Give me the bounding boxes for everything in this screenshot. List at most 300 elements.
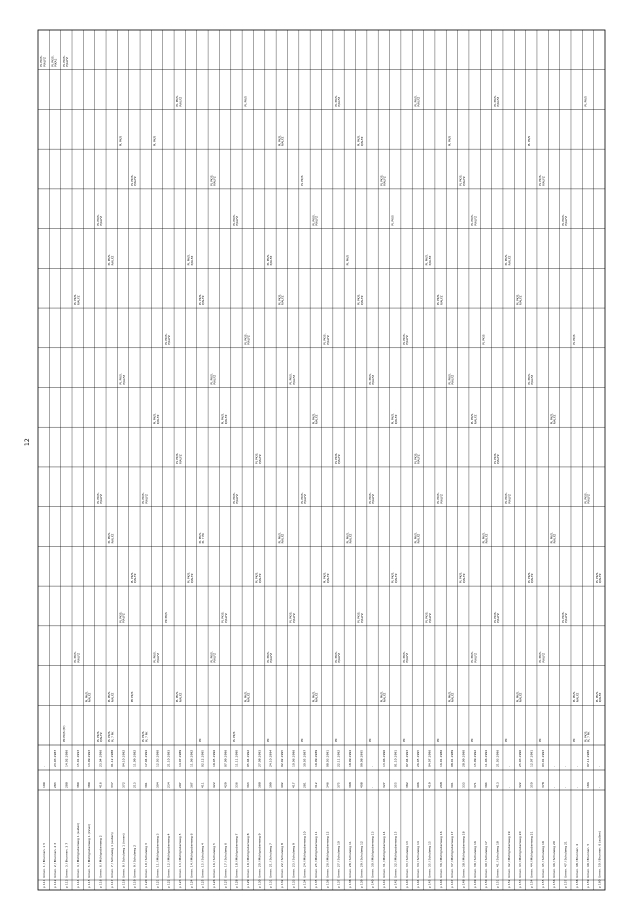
cell-entry: P/ALFZ <box>87 692 92 703</box>
row-name: Urnen. 12 / Mühlgrabenweg 4 <box>166 833 171 878</box>
row-name: Urnen. 26 / Mühlgrabenweg 12 <box>325 831 330 878</box>
cell-entry: PL PK/S, <box>368 373 373 385</box>
table-row <box>481 334 488 888</box>
cell-entry: PL PK/S, <box>572 691 577 703</box>
cell-entry: P/ALFZ <box>291 613 296 623</box>
row-name: Urnen. 43 / Mühlgrabenweg 20 <box>518 831 523 878</box>
cell-entry: PL PK/S <box>118 135 123 147</box>
row-date: 23.04.1996 <box>98 749 103 767</box>
cell-entry: PL PK/S <box>243 96 248 107</box>
row-date: 24.10.1994 <box>268 749 273 767</box>
cell-entry: PL PK/S, <box>311 412 316 425</box>
table-row <box>255 453 262 888</box>
row-number: 322 <box>518 782 523 788</box>
table-row <box>447 136 454 888</box>
cell-entry: PL PK/S, <box>95 730 100 742</box>
cell-entry: PL PK/S <box>583 96 588 107</box>
cell-entry: PL PK/S <box>299 175 304 186</box>
cell-entry: PL PK/S, <box>390 412 395 425</box>
row-index: p 112 <box>53 879 58 888</box>
cell-entry: P/ALFZ <box>564 613 569 623</box>
table-row <box>379 175 386 888</box>
cell-entry: P/ALFZ <box>518 692 523 703</box>
cell-entry: P/ALFZ <box>110 255 115 266</box>
cell-entry: P/ALFZ <box>291 374 296 385</box>
cell-entry: P/ALFZ <box>42 57 47 67</box>
cell-entry: P/ALFZ <box>246 335 251 345</box>
cell-entry: P/ALFZ <box>359 136 364 147</box>
row-index: p 159 <box>586 879 591 888</box>
row-name: Urnen. 17 / Schulweg 6 <box>223 843 228 878</box>
cell-entry: PL PK/S, <box>186 571 191 584</box>
cell-entry: P/ALFZ <box>235 494 240 504</box>
cell-entry: P/ALFZ <box>529 573 534 584</box>
cell-entry: P/ALFZ <box>393 573 398 584</box>
cell-entry: P/ALFZ <box>189 255 194 266</box>
cell-entry: PL PK/S, <box>175 452 180 464</box>
table-row <box>187 254 194 888</box>
cell-entry: PK <box>436 738 441 742</box>
table-row <box>583 96 590 888</box>
row-number: 411 <box>200 782 205 788</box>
cell-entry: PL PK/S, <box>141 492 146 504</box>
cell-entry: PL PK/S, <box>107 532 112 544</box>
cell-entry: PL PK/S, <box>481 532 486 544</box>
table-row <box>561 214 568 888</box>
cell-entry: PL PK/S, <box>197 532 202 544</box>
row-name: Urnen. 39 / Schulweg 16 <box>472 841 477 878</box>
row-index: p 120 <box>143 879 148 888</box>
row-number: 336 <box>234 782 239 788</box>
table-row <box>141 492 148 888</box>
cell-entry: PL PK/S, <box>379 691 384 703</box>
row-date: - <box>563 765 568 767</box>
row-name: Urnen. 35 / Schulweg 15 <box>427 841 432 878</box>
table-row <box>459 175 466 888</box>
cell-entry: PL PK/S, <box>175 691 180 703</box>
table-row <box>470 214 477 888</box>
cell-entry: PL PK/S, <box>504 254 509 266</box>
cell-entry: PL PK/S, <box>549 532 554 544</box>
cell-entry: P/ALFZ <box>212 176 217 186</box>
row-number: 399 <box>268 782 273 788</box>
cell-entry: PL PK/S, <box>356 134 361 147</box>
cell-entry: PL PK/S, <box>413 452 418 464</box>
row-index: p 132 <box>280 879 285 888</box>
cell-entry: PL PK/S <box>390 215 395 226</box>
row-name: Urnen. 25 / Mühlgrabenweg 11 <box>314 831 319 878</box>
row-name: Urnen. 49 / Brunnen. 5 <box>586 843 591 878</box>
cell-entry: P/ALFZ <box>110 692 115 703</box>
cell-entry: PK <box>504 738 509 742</box>
cell-entry: PL PK/S, <box>458 571 463 584</box>
cell-entry: PL PK/S, <box>515 293 520 306</box>
cell-entry: P/ALFZ <box>337 652 342 663</box>
cell-entry: P/ALFZ <box>371 374 376 385</box>
row-date: 11.06.1992 <box>189 749 194 767</box>
cell-entry: PL PK/S, <box>526 571 531 584</box>
row-number: 304 <box>155 782 160 788</box>
cell-entry: P/ALFZ <box>393 414 398 425</box>
cell-entry: PL PK/S, <box>152 651 157 663</box>
row-date: 05.04.1992 <box>245 749 250 767</box>
row-name: Urnen. 32 / Mühlgrabenweg 15 <box>393 831 398 878</box>
row-name: Urnen. 24 / Mühlgrabenweg 10 <box>302 831 307 878</box>
row-date: - <box>506 765 511 767</box>
row-index: p 135 <box>314 879 319 888</box>
cell-entry: PL PK/S, <box>413 95 418 107</box>
cell-entry: PK <box>470 738 475 742</box>
cell-entry: PL PK/S, <box>492 611 497 623</box>
cell-entry: P/ALFZ <box>223 414 228 425</box>
row-date: 30.05.1987 <box>302 749 307 767</box>
cell-entry: PL PK/S, <box>129 571 134 584</box>
row-index: p 138 <box>348 879 353 888</box>
row-index: p 119 <box>132 879 137 888</box>
cell-entry: PL PK/S, <box>209 174 214 186</box>
row-date: 28.09.1990 <box>461 749 466 767</box>
cell-entry: P/ALFZ <box>495 613 500 623</box>
row-date: 11.11.1990 <box>234 749 239 767</box>
row-date: 07.04.1993 <box>404 749 409 767</box>
cell-entry: PL 7 PK <box>110 731 115 742</box>
cell-entry: P/ALFZ <box>371 494 376 504</box>
row-number: 378 <box>540 782 545 788</box>
row-name: Urnen. 2 / Brunnen. 2 3 <box>53 842 58 878</box>
cell-entry: P/ALFZ <box>405 652 410 663</box>
row-date: 23.03.1987 <box>53 749 58 767</box>
row-name: Urnen. 22 / Schulweg 8 <box>280 843 285 878</box>
cell-entry: PL PK/S, <box>334 651 339 663</box>
row-date: 04.10.1992 <box>121 749 126 767</box>
cell-entry: PL PK/S, <box>356 611 361 623</box>
row-index: p 151 <box>495 879 500 888</box>
row-name: Urnen. 20 / Mühlgrabenweg 9 <box>257 833 262 878</box>
cell-entry: PL PK/S, <box>95 214 100 226</box>
cell-entry: P/ALFZ <box>269 255 274 266</box>
cell-entry: P/ALFZ <box>473 215 478 226</box>
cell-entry: PK <box>402 738 407 742</box>
cell-entry: PL PK/S <box>447 135 452 147</box>
row-date: 08.01.1989 <box>450 749 455 767</box>
cell-entry: PL PK/S, <box>129 174 134 186</box>
row-name: Urnen. 38 / Mühlgrabenweg 18 <box>461 831 466 878</box>
cell-entry: PL PK/S, <box>299 492 304 504</box>
row-number: - <box>370 786 375 788</box>
cell-entry: PL PK/S, <box>288 611 293 623</box>
row-number: 419 <box>427 782 432 788</box>
cell-entry: P/ALFZ <box>303 494 308 504</box>
cell-entry: PL PK/S, <box>288 373 293 385</box>
cell-entry: P/ALFZ <box>235 215 240 226</box>
cell-entry: P/ALFZ <box>314 215 319 226</box>
row-name: Urnen. 7 / Schulweg 1 (außen) <box>109 832 114 878</box>
cell-entry: P/ALFZ <box>99 494 104 504</box>
cell-entry: PL PK/S, <box>560 214 565 226</box>
row-number: 355 <box>393 782 398 788</box>
row-name: Urnen. 13 / Mühlgrabenweg 5 <box>177 833 182 878</box>
cell-entry: PK <box>538 738 543 742</box>
cell-entry: PL PK/S, <box>334 452 339 464</box>
cell-entry: PL PK/S, <box>73 293 78 306</box>
row-index: p 122 <box>166 879 171 888</box>
cell-entry: PL PK/S, <box>243 691 248 703</box>
row-name: Urnen. 46 / Schulweg 20 <box>552 841 557 878</box>
cell-entry: P/ALFZ <box>155 652 160 663</box>
row-date: 13.06.1990 <box>382 749 387 767</box>
row-date: - <box>574 765 579 767</box>
row-name: Urnen. 31 / Mühlgrabenweg 14 <box>382 831 387 878</box>
cell-entry: PL 7 PK <box>144 731 149 742</box>
row-number: 281 <box>302 782 307 788</box>
cell-entry: PL PK/S, <box>538 651 543 663</box>
row-index: p 149 <box>472 879 477 888</box>
cell-entry: PL PK/S, <box>424 254 429 266</box>
cell-entry: PL PK/S, <box>334 95 339 107</box>
row-date: 17.04.1994 <box>143 749 148 767</box>
cell-entry: PL PK/S, <box>447 691 452 703</box>
cell-entry: PK PK/S (Pr) <box>61 725 66 742</box>
row-number: 417 <box>291 782 296 788</box>
row-number: 422 <box>211 782 216 788</box>
row-date: 27.08.1993 <box>257 749 262 767</box>
table-row <box>493 95 500 888</box>
row-date: 25.03.1990 <box>518 749 523 767</box>
cell-entry: PL PK/S <box>481 334 486 345</box>
table-row <box>51 55 58 888</box>
cell-entry: PL PK/S, <box>470 412 475 425</box>
row-number: 363 <box>245 782 250 788</box>
row-number: 268 <box>438 782 443 788</box>
cell-entry: PK PK/S <box>129 691 134 703</box>
cell-entry: PL PK/S, <box>163 333 168 345</box>
cell-entry: PL PK/S, <box>402 333 407 345</box>
table-row <box>515 294 522 888</box>
row-number: 301 <box>450 782 455 788</box>
row-date: 22.11.1992 <box>336 749 341 767</box>
row-date: 02.02.1995 <box>280 749 285 767</box>
cell-entry: PL PK/S, <box>152 412 157 425</box>
row-number: 288 <box>64 782 69 788</box>
cell-entry: PL PK/S, <box>107 691 112 703</box>
table-row <box>153 136 160 888</box>
cell-entry: P/ALFZ <box>99 215 104 226</box>
cell-entry: PL PK/S, <box>107 254 112 266</box>
cell-entry: P/ALFZ <box>495 96 500 107</box>
cell-entry: PL PK/S, <box>265 651 270 663</box>
cell-entry: P/ALFZ <box>359 295 364 306</box>
cell-entry: P/ALFZ <box>337 454 342 464</box>
cell-entry: PL PK/S, <box>220 412 225 425</box>
cell-entry: PL PK/S, <box>549 412 554 425</box>
cell-entry: PL PK/S, <box>243 333 248 345</box>
row-number: 380 <box>75 782 80 788</box>
row-name: Urnen. 29 / Schulweg 12 <box>359 841 364 878</box>
row-number: 394 <box>484 782 489 788</box>
row-number: 382 <box>404 782 409 788</box>
row-name: Urnen. 5 / Mühlgrabenweg 1 (innen) <box>87 823 92 878</box>
cell-entry: PL PK/S, <box>254 571 259 584</box>
table-row <box>289 373 296 888</box>
table-row <box>391 215 398 888</box>
cell-entry: P/ALFZ <box>212 652 217 663</box>
cell-entry: PL PK/S, <box>311 691 316 703</box>
row-date: 18.09.1994 <box>348 749 353 767</box>
cell-entry: PL PK/S, <box>175 95 180 107</box>
cell-entry: PL PK/S <box>231 731 236 742</box>
cell-entry: P/ALFZ <box>473 414 478 425</box>
row-index: p 125 <box>200 879 205 888</box>
row-number: - <box>574 786 579 788</box>
row-date: 19.09.1989 <box>314 749 319 767</box>
table-row <box>221 413 228 888</box>
cell-entry: PL 7 PK <box>586 731 591 742</box>
row-index: p 160 <box>597 879 602 888</box>
row-number: - <box>552 786 557 788</box>
cell-entry: P/ALFZ <box>541 176 546 186</box>
row-name: Urnen. 27 / Schulweg 10 <box>336 841 341 878</box>
row-index: p 154 <box>529 879 534 888</box>
cell-entry: PK <box>299 738 304 742</box>
row-index: p 127 <box>223 879 228 888</box>
cell-entry: P/ALFZ <box>325 573 330 584</box>
row-index: p 152 <box>506 879 511 888</box>
row-index: p 158 <box>574 879 579 888</box>
cell-entry: P/ALFZ <box>212 374 217 385</box>
row-name: Urnen. 11 / Mühlgrabenweg 3 <box>155 833 160 878</box>
row-date: - <box>552 765 557 767</box>
cell-entry: PL PK/S, <box>311 214 316 226</box>
table-row <box>504 254 511 888</box>
table-row <box>436 294 443 888</box>
table-row <box>334 95 341 888</box>
row-index: p 114 <box>75 879 80 888</box>
row-number: 408 <box>359 782 364 788</box>
cell-entry: P/ALFZ <box>598 573 603 584</box>
row-number: 416 <box>98 782 103 788</box>
cell-entry: PL PK/S, <box>254 452 259 464</box>
cell-entry: PL PK/S, <box>265 254 270 266</box>
row-name: Urnen. 16 / Schulweg 5 <box>211 843 216 878</box>
cell-entry: PL PK/S, <box>209 373 214 385</box>
table-row <box>368 373 375 888</box>
cell-entry: P/ALFZ <box>178 96 183 107</box>
row-name: Urnen. 40 / Schulweg 17 <box>484 841 489 878</box>
row-date: 09.08.1995 <box>359 749 364 767</box>
row-index: p 156 <box>552 879 557 888</box>
row-name: Urnen. 14 / Mühlgrabenweg 6 <box>189 833 194 878</box>
cell-entry: P/ALFZ <box>121 613 126 623</box>
cell-entry: P/ALFZ <box>507 255 512 266</box>
row-number: 388 <box>257 782 262 788</box>
cell-entry: PL PK/S, <box>322 571 327 584</box>
cell-entry: P/ALFZ <box>133 176 138 186</box>
row-index: p 111 <box>41 879 46 888</box>
cell-entry: P/ALFZ <box>598 692 603 703</box>
cell-entry: PL PK/S, <box>95 492 100 504</box>
cell-entry: PL PK/S, <box>197 293 202 306</box>
cell-entry: P/ALFZ <box>439 295 444 306</box>
cell-entry: P/ALFZ <box>427 613 432 623</box>
table-row <box>425 254 432 888</box>
cell-entry: PL PK/S, <box>186 254 191 266</box>
cell-entry: PL PK/S, <box>209 651 214 663</box>
row-date: 13.09.1993 <box>87 749 92 767</box>
cell-entry: PL PK/S, <box>594 691 599 703</box>
table-row <box>130 175 137 888</box>
row-name: Urnen. 47 / Schulweg 21 <box>563 841 568 878</box>
row-date: - <box>370 765 375 767</box>
row-date: 21.10.1983 <box>166 749 171 767</box>
row-date: 07.11.1980 <box>586 749 591 767</box>
row-number: 371 <box>472 782 477 788</box>
cell-entry: P/ALFZ <box>439 494 444 504</box>
row-index: p 157 <box>563 879 568 888</box>
table-row <box>402 333 409 888</box>
cell-entry: PL PK/S, <box>379 174 384 186</box>
table-row <box>300 175 307 888</box>
cell-entry: PL PK/S <box>152 135 157 147</box>
row-index: p 139 <box>359 879 364 888</box>
row-number: - <box>506 786 511 788</box>
row-date: 02.12.1995 <box>200 749 205 767</box>
row-index: p 124 <box>189 879 194 888</box>
cell-entry: P/ALFZ <box>133 573 138 584</box>
table-row <box>107 254 114 888</box>
row-index: p 144 <box>416 879 421 888</box>
row-date: 19.05.1996 <box>211 749 216 767</box>
table-row <box>164 333 171 888</box>
cell-entry: P/ALFZ <box>280 295 285 306</box>
cell-entry: P/ALFZ <box>280 136 285 147</box>
row-index: p 130 <box>257 879 262 888</box>
cell-entry: PL PK/S, <box>470 214 475 226</box>
row-number: 389 <box>87 782 92 788</box>
cell-entry: PL PK/S, <box>583 730 588 742</box>
row-date: 14.02.1986 <box>64 749 69 767</box>
cell-entry: P/ALFZ <box>382 692 387 703</box>
table-row <box>538 175 545 888</box>
cell-entry: P/ALFZ <box>65 57 70 67</box>
row-date: 01.12.1988 <box>109 749 114 767</box>
row-number: 337 <box>109 782 114 788</box>
table-row <box>595 572 602 888</box>
cell-entry: PL PK/S, <box>436 293 441 306</box>
row-index: p 116 <box>98 879 103 888</box>
table-row <box>175 95 182 888</box>
cell-entry: PL PK/S, <box>504 492 509 504</box>
cell-entry: P/ALFZ <box>552 414 557 425</box>
row-index: p 133 <box>291 879 296 888</box>
row-name: Urnen. 36 / Mühlgrabenweg 16 <box>438 831 443 878</box>
table-row <box>549 413 556 888</box>
cell-entry: P/ALFZ <box>280 533 285 544</box>
cell-entry: P/ALFZ <box>473 652 478 663</box>
row-index: p 150 <box>484 879 489 888</box>
row-number: 297 <box>177 782 182 788</box>
row-index: p 137 <box>336 879 341 888</box>
cell-entry: PL PK/S, <box>345 532 350 544</box>
row-index: p 117 <box>109 879 114 888</box>
cell-entry: P/ALFZ <box>337 96 342 107</box>
cell-entry: PL PK/S, <box>277 134 282 147</box>
cell-entry: PL 7 PK <box>201 533 206 544</box>
cell-entry: P/ALFZ <box>450 692 455 703</box>
cell-entry: PL PK/S, <box>231 214 236 226</box>
cell-entry: P/ALFZ <box>314 414 319 425</box>
row-date: 21.03.1996 <box>495 749 500 767</box>
cell-entry: P/ALFZ <box>529 374 534 385</box>
